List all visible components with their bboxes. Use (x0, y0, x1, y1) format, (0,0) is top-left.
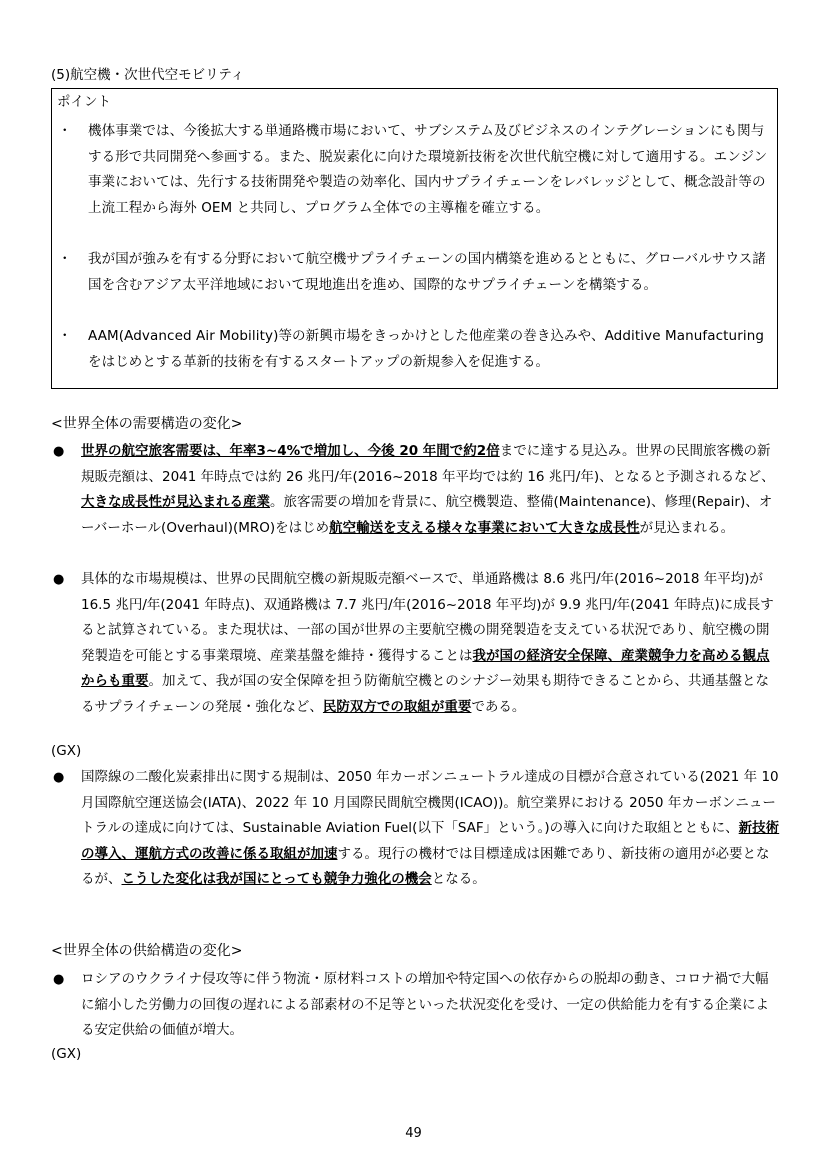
bullet-dot: ● (53, 972, 65, 987)
demand-item (51, 765, 782, 893)
body-text: 。旅客需要の増加を背景に、航空機製造、整備(Maintenance)、修理(Repair)、オーバーホール(Overhaul)(MRO)をはじめ (81, 494, 773, 536)
section-title: (5)航空機・次世代空モビリティ (51, 67, 245, 83)
supply-heading: <世界全体の供給構造の変化> (51, 943, 243, 959)
body-text: 具体的な市場規模は、世界の民間航空機の新規販売額ベースで、単通路機は 8.6 兆円/年(2016~2018 年平均)が 16.5 兆円/年(2041 年時点)、双通路機は 7.7 兆円/年(2016~2018 年平均)が 9.9 兆円/年(2041 年時点)に成長すると試算されている。また現状は、一部の国が世界の主要航空機の開発製造を支えている状況であり、航空機の開発製造を可能とする事業環境、産業基盤を維持・獲得することは (81, 571, 774, 664)
emphasis-text: 我が国の経済安全保障、産業競争力を高める観点からも重要 (81, 647, 770, 690)
emphasis-text: 民防双方での取組が重要 (322, 698, 472, 715)
demand-item-text (81, 439, 782, 541)
body-text: までに達する見込み。世界の民間旅客機の新規販売額は、2041 年時点では約 26 兆円/年(2016~2018 年平均では約 16 兆円/年)、となると予測されるなど、 (81, 443, 775, 485)
supply-item (51, 967, 782, 1044)
bullet-dot: ● (53, 770, 65, 785)
gx-label: (GX) (51, 743, 82, 759)
point-text: 機体事業では、今後拡大する単通路機市場において、サブシステム及びビジネスのインテグレーションにも関与する形で共同開発へ参画する。また、脱炭素化に向けた環境新技術を次世代航空機に対して適用する。エンジン事業においては、先行する技術開発や製造の効率化、国内サプライチェーンをレバレッジとして、概念設計等の上流工程から海外 OEM と共同し、プログラム全体での主導権を確立する。 (88, 123, 768, 216)
demand-item-text (81, 765, 782, 893)
emphasis-text: 世界の航空旅客需要は、年率3~4%で増加し、今後 20 年間で約2倍 (81, 443, 500, 459)
point-bullet: ・ (58, 123, 72, 139)
demand-item (51, 567, 782, 721)
page-number: 49 (405, 1126, 422, 1141)
body-text: である。 (471, 698, 526, 715)
emphasis-text: こうした変化は我が国にとっても競争力強化の機会 (121, 871, 432, 888)
point-item (58, 119, 770, 221)
body-text: 国際線の二酸化炭素排出に関する規制は、2050 年カーボンニュートラル達成の目標が合意されている(2021 年 10 月国際航空運送協会(IATA)、2022 年 10 月国際民間航空機関(ICAO))。航空業界における 2050 年カーボンニュートラルの達成に向けては、Sustainable Aviation Fuel(以下「SAF」という。)の導入に向けた取組とともに、 (81, 769, 779, 837)
body-text: 。加えて、我が国の安全保障を担う防衛航空機とのシナジー効果も期待できることから、共通基盤となるサプライチェーンの発展・強化など、 (81, 673, 769, 715)
point-text: AAM(Advanced Air Mobility)等の新興市場をきっかけとした他産業の巻き込みや、Additive Manufacturing をはじめとする革新的技術を有するスタートアップの新規参入を促進する。 (88, 328, 765, 370)
point-bullet: ・ (58, 251, 72, 267)
body-text: する。現行の機材では目標達成は困難であり、新技術の適用が必要となるが、 (81, 845, 770, 888)
demand-heading: <世界全体の需要構造の変化> (51, 416, 243, 432)
demand-item-text (81, 567, 782, 721)
point-item (58, 324, 770, 375)
body-text: となる。 (431, 871, 486, 888)
bullet-dot: ● (53, 444, 65, 459)
emphasis-text: 航空輸送を支える様々な事業において大きな成長性 (329, 519, 640, 536)
gx-label: (GX) (51, 1046, 82, 1062)
point-box-title: ポイント (57, 94, 111, 110)
supply-item-text: ロシアのウクライナ侵攻等に伴う物流・原材料コストの増加や特定国への依存からの脱却の動き、コロナ禍で大幅に縮小した労働力の回復の遅れによる部素材の不足等といった状況変化を受け、一定の供給能力を有する企業による安定供給の価値が増大。 (81, 971, 769, 1039)
emphasis-text: 大きな成長性が見込まれる産業 (81, 494, 270, 511)
point-item (58, 247, 770, 298)
body-text: が見込まれる。 (639, 519, 735, 536)
emphasis-text: 新技術の導入、運航方式の改善に係る取組が加速 (81, 820, 780, 862)
bullet-dot: ● (53, 572, 65, 587)
point-box (51, 88, 778, 389)
demand-item (51, 439, 782, 541)
point-bullet: ・ (58, 328, 72, 344)
point-text: 我が国が強みを有する分野において航空機サプライチェーンの国内構築を進めるとともに、グローバルサウス諸国を含むアジア太平洋地域において現地進出を進め、国際的なサプライチェーンを構築する。 (88, 251, 766, 293)
